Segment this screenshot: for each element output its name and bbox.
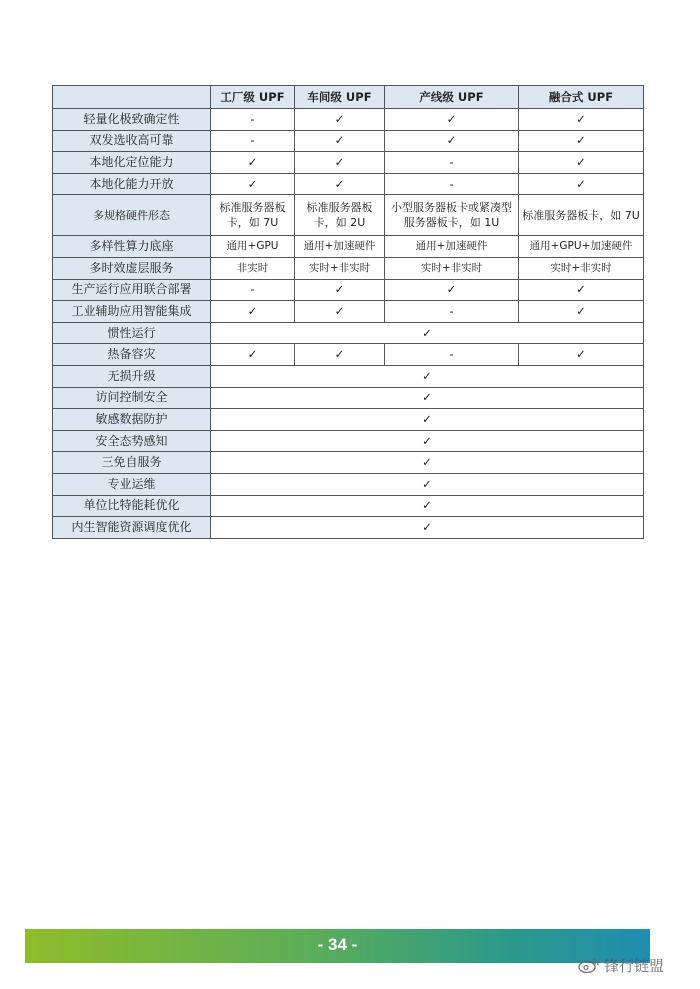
table-cell: ✓ <box>385 109 519 131</box>
merged-cell: ✓ <box>211 365 644 387</box>
table-cell: 实时+非实时 <box>385 257 519 279</box>
table-cell: ✓ <box>295 279 385 301</box>
table-row <box>53 257 644 279</box>
table-cell: ✓ <box>385 130 519 152</box>
merged-cell: ✓ <box>211 452 644 474</box>
row-label: 生产运行应用联合部署 <box>53 279 211 301</box>
table-cell: ✓ <box>295 173 385 195</box>
page-number: - 34 - <box>317 935 358 954</box>
table-cell: 标准服务器板卡，如 7U <box>519 195 644 236</box>
row-label: 敏感数据防护 <box>53 409 211 431</box>
table-row <box>53 344 644 366</box>
table-cell: ✓ <box>519 109 644 131</box>
row-label: 专业运维 <box>53 473 211 495</box>
table-cell: ✓ <box>295 152 385 174</box>
table-cell: ✓ <box>211 152 295 174</box>
table-header-row <box>53 86 644 109</box>
header-factory-upf: 工厂级 UPF <box>211 86 295 109</box>
table-cell: ✓ <box>295 109 385 131</box>
table-row <box>53 409 644 431</box>
table-cell: - <box>385 173 519 195</box>
table-cell: ✓ <box>211 344 295 366</box>
table-row <box>53 195 644 236</box>
merged-cell: ✓ <box>211 322 644 344</box>
table-row <box>53 495 644 517</box>
table-cell: 实时+非实时 <box>519 257 644 279</box>
table-row <box>53 152 644 174</box>
table-row <box>53 322 644 344</box>
table-cell: ✓ <box>295 130 385 152</box>
row-label: 无损升级 <box>53 365 211 387</box>
header-converged-upf: 融合式 UPF <box>519 86 644 109</box>
table-cell: 标准服务器板卡，如 7U <box>211 195 295 236</box>
row-label: 安全态势感知 <box>53 430 211 452</box>
table-cell: - <box>385 152 519 174</box>
table-cell: 通用+加速硬件 <box>385 236 519 258</box>
table-row <box>53 430 644 452</box>
merged-cell: ✓ <box>211 409 644 431</box>
weibo-icon <box>578 957 600 973</box>
row-label: 访问控制安全 <box>53 387 211 409</box>
header-workshop-upf: 车间级 UPF <box>295 86 385 109</box>
table-cell: ✓ <box>519 152 644 174</box>
watermark-text: 锋行链盟 <box>604 956 665 975</box>
row-label: 工业辅助应用智能集成 <box>53 301 211 323</box>
row-label: 多样性算力底座 <box>53 236 211 258</box>
table-cell: ✓ <box>211 301 295 323</box>
table-cell: - <box>211 279 295 301</box>
table-cell: ✓ <box>295 301 385 323</box>
row-label: 双发选收高可靠 <box>53 130 211 152</box>
table-row <box>53 452 644 474</box>
merged-cell: ✓ <box>211 430 644 452</box>
merged-cell: ✓ <box>211 495 644 517</box>
footer-bar <box>25 929 650 963</box>
table-cell: ✓ <box>385 279 519 301</box>
table-cell: ✓ <box>211 173 295 195</box>
table-cell: - <box>385 301 519 323</box>
table-row <box>53 279 644 301</box>
table-row <box>53 473 644 495</box>
row-label: 内生智能资源调度优化 <box>53 517 211 539</box>
row-label: 多规格硬件形态 <box>53 195 211 236</box>
table-cell: - <box>385 344 519 366</box>
table-cell: 通用+加速硬件 <box>295 236 385 258</box>
upf-comparison-table <box>52 85 644 539</box>
table-cell: - <box>211 130 295 152</box>
row-label: 三免自服务 <box>53 452 211 474</box>
merged-cell: ✓ <box>211 473 644 495</box>
table-row <box>53 109 644 131</box>
row-label: 轻量化极致确定性 <box>53 109 211 131</box>
row-label: 本地化定位能力 <box>53 152 211 174</box>
table-row <box>53 517 644 539</box>
table-cell: ✓ <box>295 344 385 366</box>
row-label: 本地化能力开放 <box>53 173 211 195</box>
row-label: 惯性运行 <box>53 322 211 344</box>
table-cell: - <box>211 109 295 131</box>
table-cell: ✓ <box>519 173 644 195</box>
table-cell: 实时+非实时 <box>295 257 385 279</box>
header-line-upf: 产线级 UPF <box>385 86 519 109</box>
merged-cell: ✓ <box>211 517 644 539</box>
row-label: 多时效虚层服务 <box>53 257 211 279</box>
merged-cell: ✓ <box>211 387 644 409</box>
table-row <box>53 365 644 387</box>
table-cell: 小型服务器板卡或紧凑型服务器板卡，如 1U <box>385 195 519 236</box>
table-cell: ✓ <box>519 279 644 301</box>
table-cell: 通用+GPU <box>211 236 295 258</box>
watermark <box>578 952 664 978</box>
table-row <box>53 236 644 258</box>
table-cell: ✓ <box>519 301 644 323</box>
table-row <box>53 173 644 195</box>
table-cell: ✓ <box>519 130 644 152</box>
header-corner <box>53 86 211 109</box>
table-cell: 标准服务器板卡，如 2U <box>295 195 385 236</box>
table-cell: 非实时 <box>211 257 295 279</box>
table-cell: 通用+GPU+加速硬件 <box>519 236 644 258</box>
table-cell: ✓ <box>519 344 644 366</box>
row-label: 单位比特能耗优化 <box>53 495 211 517</box>
table-row <box>53 130 644 152</box>
table-row <box>53 301 644 323</box>
row-label: 热备容灾 <box>53 344 211 366</box>
table-row <box>53 387 644 409</box>
